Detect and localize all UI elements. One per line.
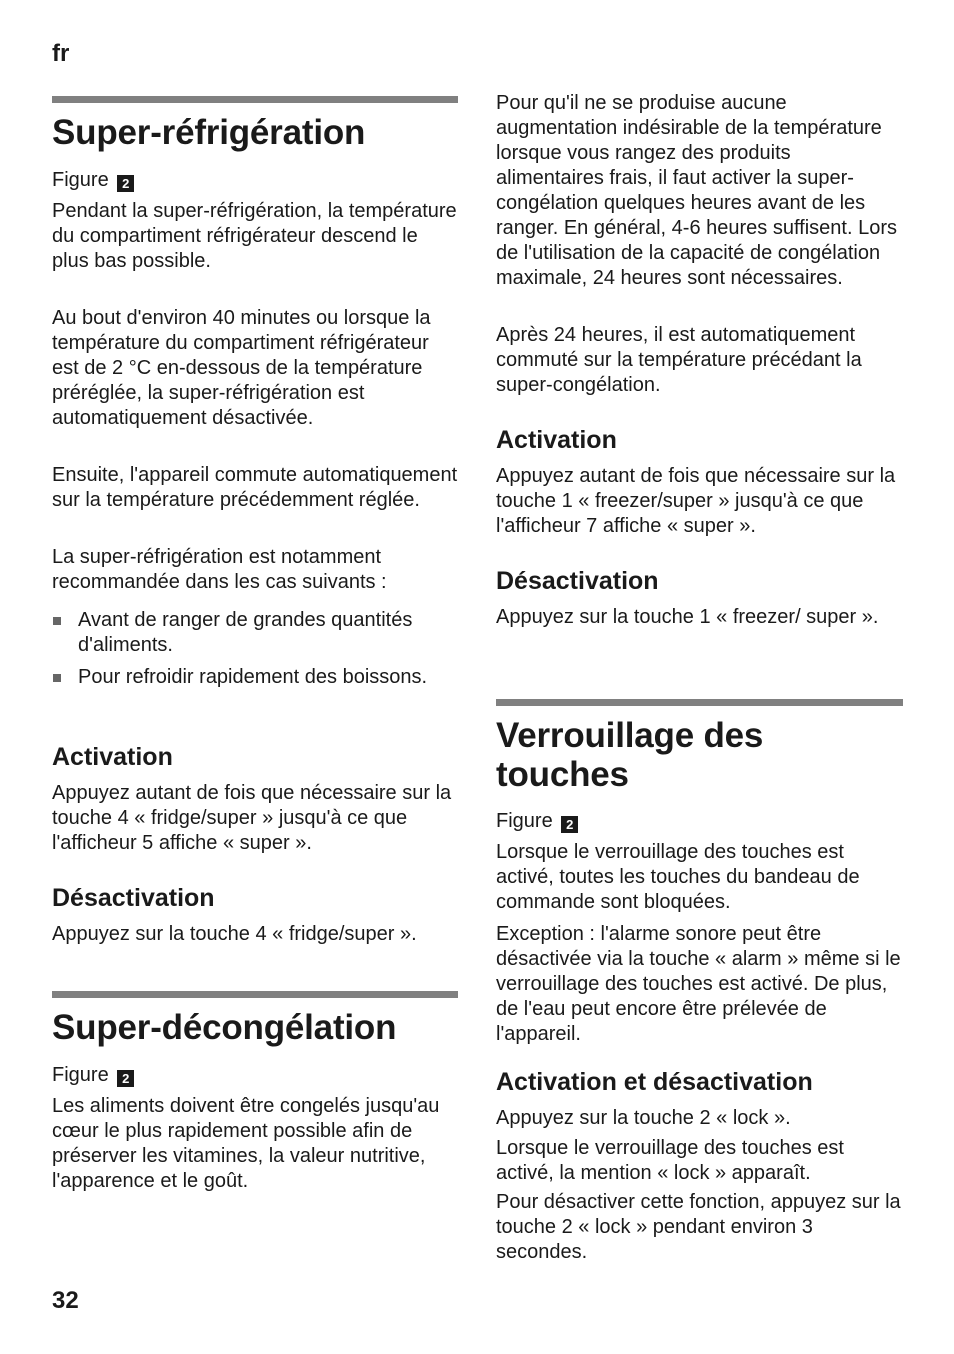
- subheading-activation: Activation: [496, 426, 617, 454]
- paragraph: Après 24 heures, il est automatiquement commuté sur la température précédant la super-congélation.: [496, 324, 862, 396]
- figure-label: Figure: [52, 1064, 109, 1086]
- paragraph: Appuyez sur la touche 1 « freezer/ super ».: [496, 606, 879, 628]
- paragraph: Appuyez autant de fois que nécessaire sur la touche 4 « fridge/super » jusqu'à ce que l'afficheur 5 affiche « super ».: [52, 782, 452, 854]
- square-bullet-icon: [53, 617, 61, 625]
- section-title-super-decongelation: Super-décongélation: [52, 1008, 397, 1047]
- paragraph: Appuyez sur la touche 2 « lock ».: [496, 1107, 791, 1129]
- paragraph: Au bout d'environ 40 minutes ou lorsque la température du compartiment réfrigérateur est de 2 °C en-dessous de la température préréglée, la super-réfrigération est automatiquement désactivée.: [52, 307, 431, 429]
- paragraph: Exception : l'alarme sonore peut être désactivée via la touche « alarm » même si le verrouillage des touches est activé. De plus, de l'eau peut encore être prélevée de l'appareil.: [496, 923, 901, 1045]
- figure-label: Figure: [52, 169, 109, 191]
- list-item: [52, 608, 458, 658]
- figure-reference: [496, 809, 903, 834]
- language-code: fr: [52, 40, 70, 67]
- paragraph: Pour qu'il ne se produise aucune augmentation indésirable de la température lorsque vous rangez des produits alimentaires frais, il faut activer la super-congélation quelques heures avant de les ranger. En général, 4-6 heures suffisent. Lors de l'utilisation de la capacité de congélation maximale, 24 heures sont nécessaires.: [496, 92, 897, 289]
- subheading-deactivation: Désactivation: [52, 884, 215, 912]
- paragraph: Pendant la super-réfrigération, la température du compartiment réfrigérateur descend le plus bas possible.: [52, 200, 457, 272]
- figure-number-badge: 2: [117, 175, 134, 192]
- list-item-text: Avant de ranger de grandes quantités d'aliments.: [78, 609, 413, 656]
- section-rule: [52, 991, 458, 998]
- page-number: 32: [52, 1287, 79, 1314]
- figure-reference: [52, 168, 458, 193]
- paragraph: Les aliments doivent être congelés jusqu'au cœur le plus rapidement possible afin de préserver les vitamines, la valeur nutritive, l'apparence et le goût.: [52, 1095, 440, 1192]
- figure-label: Figure: [496, 810, 553, 832]
- figure-reference: [52, 1063, 458, 1088]
- subheading-activation-deactivation: Activation et désactivation: [496, 1068, 813, 1096]
- square-bullet-icon: [53, 674, 61, 682]
- paragraph: Appuyez autant de fois que nécessaire sur la touche 1 « freezer/super » jusqu'à ce que l'afficheur 7 affiche « super ».: [496, 465, 896, 537]
- section-rule: [52, 96, 458, 103]
- paragraph: Pour désactiver cette fonction, appuyez sur la touche 2 « lock » pendant environ 3 secondes.: [496, 1191, 901, 1263]
- paragraph: Lorsque le verrouillage des touches est activé, toutes les touches du bandeau de commande sont bloquées.: [496, 841, 860, 913]
- figure-number-badge: 2: [561, 816, 578, 833]
- figure-number-badge: 2: [117, 1070, 134, 1087]
- list-item: [52, 665, 458, 690]
- subheading-deactivation: Désactivation: [496, 567, 659, 595]
- bullet-list: [52, 608, 458, 690]
- subheading-activation: Activation: [52, 743, 173, 771]
- section-title-key-lock: Verrouillage des touches: [496, 716, 764, 794]
- list-item-text: Pour refroidir rapidement des boissons.: [78, 666, 428, 688]
- section-rule: [496, 699, 903, 706]
- paragraph: Appuyez sur la touche 4 « fridge/super ».: [52, 923, 417, 945]
- paragraph: La super-réfrigération est notamment recommandée dans les cas suivants :: [52, 546, 387, 593]
- paragraph: Ensuite, l'appareil commute automatiquement sur la température précédemment réglée.: [52, 464, 458, 511]
- paragraph: Lorsque le verrouillage des touches est activé, la mention « lock » apparaît.: [496, 1137, 844, 1184]
- section-title-super-refrigeration: Super-réfrigération: [52, 113, 366, 152]
